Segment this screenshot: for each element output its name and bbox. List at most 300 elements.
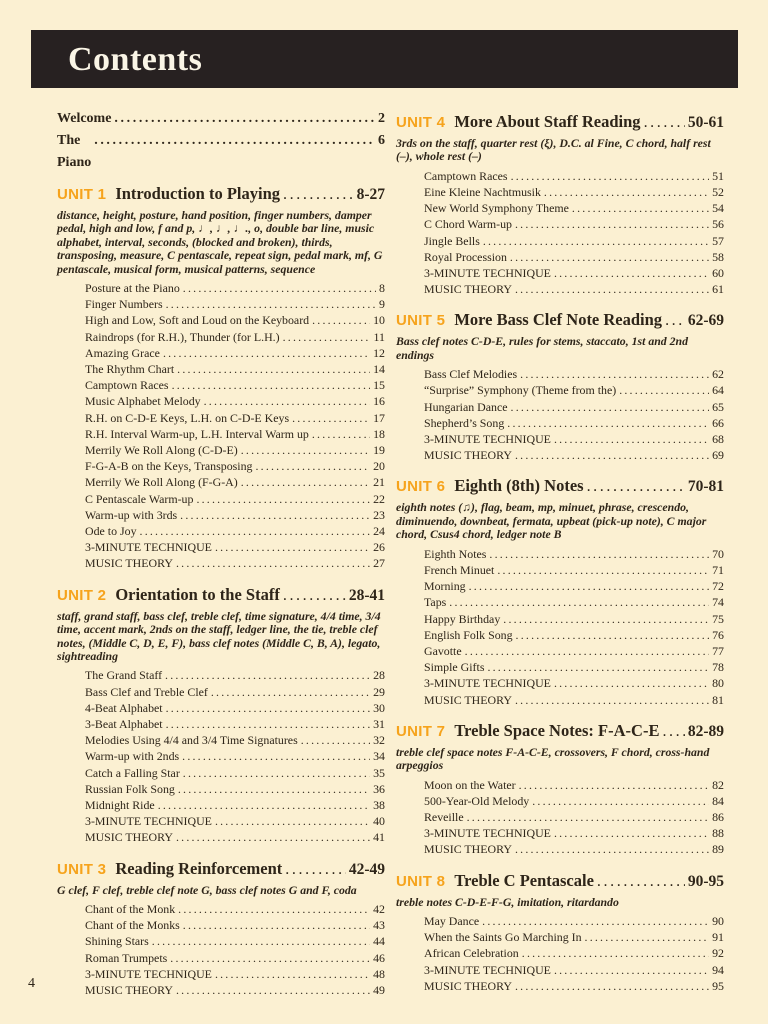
entry-title: Welcome xyxy=(57,111,112,126)
unit-description: distance, height, posture, hand position, finger numbers, damper pedal, high and low, f and p, ♩, ♩, ♩., o, double bar line, music alphabet, interval, seconds, (blocked and broken), thirds, transposing, measure, C pentascale, repeat sign, pedal mark, mf, G pentascale, musical form, musical patterns, sequence xyxy=(57,208,383,276)
dot-leader xyxy=(94,130,375,152)
dot-leader xyxy=(182,748,370,764)
item-title: MUSIC THEORY xyxy=(85,982,173,997)
toc-item-row xyxy=(57,329,385,345)
unit-heading xyxy=(57,583,385,608)
toc-item-row xyxy=(57,345,385,361)
item-title: Chant of the Monks xyxy=(85,918,180,933)
unit-page-range: 82-89 xyxy=(687,722,724,740)
item-title: 3-Beat Alphabet xyxy=(85,716,163,731)
item-title: French Minuet xyxy=(424,562,495,577)
item-page: 58 xyxy=(712,249,724,264)
item-title: Catch a Falling Star xyxy=(85,765,180,780)
item-page: 64 xyxy=(712,383,724,398)
dot-leader xyxy=(449,594,709,610)
item-title: Camptown Races xyxy=(85,378,169,393)
toc-item-row xyxy=(396,929,724,945)
dot-leader xyxy=(587,475,685,499)
dot-leader xyxy=(255,458,370,474)
toc-item-row xyxy=(396,184,724,200)
toc-item-row xyxy=(57,523,385,539)
toc-item-row xyxy=(396,578,724,594)
unit-label: UNIT 6 xyxy=(396,478,446,496)
dot-leader xyxy=(215,813,370,829)
unit-page-range: 8-27 xyxy=(356,186,385,203)
toc-item-row xyxy=(57,933,385,949)
item-page: 17 xyxy=(373,410,385,425)
dot-leader xyxy=(532,793,709,809)
item-page: 52 xyxy=(712,185,724,200)
item-title: Gavotte xyxy=(424,643,462,658)
dot-leader xyxy=(292,410,370,426)
dot-leader xyxy=(178,901,370,917)
unit-items xyxy=(396,546,724,708)
unit-title: Reading Reinforcement xyxy=(115,858,283,878)
item-page: 11 xyxy=(373,329,385,344)
item-title: Bass Clef Melodies xyxy=(424,367,518,382)
toc-item-row xyxy=(396,643,724,659)
unit-heading xyxy=(396,869,724,894)
item-page: 23 xyxy=(373,507,385,522)
dot-leader xyxy=(482,913,709,929)
unit-label: UNIT 1 xyxy=(57,186,107,203)
item-page: 35 xyxy=(373,765,385,780)
toc-item-row xyxy=(396,399,724,415)
item-page: 21 xyxy=(373,475,385,490)
item-page: 29 xyxy=(373,684,385,699)
entry-title: The Piano xyxy=(57,133,92,170)
item-title: English Folk Song xyxy=(424,627,513,642)
dot-leader xyxy=(176,555,370,571)
unit-items xyxy=(396,777,724,858)
item-title: Merrily We Roll Along (F-G-A) xyxy=(85,475,238,490)
item-title: Raindrops (for R.H.), Thunder (for L.H.) xyxy=(85,329,280,344)
item-page: 43 xyxy=(373,918,385,933)
item-page: 81 xyxy=(712,692,724,707)
item-page: 9 xyxy=(379,297,385,312)
dot-leader xyxy=(515,692,709,708)
unit-label: UNIT 3 xyxy=(57,860,107,878)
dot-leader xyxy=(572,200,709,216)
dot-leader xyxy=(196,491,370,507)
dot-leader xyxy=(503,611,709,627)
unit-description: eighth notes (♫), flag, beam, mp, minuet, phrase, crescendo, diminuendo, downbeat, fermata, upbeat (pick-up note), C major chord, Csus4 chord, ledger note B xyxy=(396,500,707,542)
item-title: Russian Folk Song xyxy=(85,781,175,796)
toc-item-row xyxy=(396,627,724,643)
item-title: New World Symphony Theme xyxy=(424,201,569,216)
item-page: 68 xyxy=(712,432,724,447)
toc-item-row xyxy=(396,382,724,398)
page-title: Contents xyxy=(68,41,203,78)
unit-title: Treble C Pentascale xyxy=(454,870,594,890)
item-title: Midnight Ride xyxy=(85,797,155,812)
item-title: Shining Stars xyxy=(85,934,149,949)
toc-item-row xyxy=(57,555,385,571)
item-page: 57 xyxy=(712,233,724,248)
dot-leader xyxy=(140,523,371,539)
toc-item-row xyxy=(396,265,724,281)
toc-item-row xyxy=(57,426,385,442)
unit-section xyxy=(57,182,385,572)
dot-leader xyxy=(507,415,709,431)
item-title: MUSIC THEORY xyxy=(424,448,512,463)
toc-item-row xyxy=(396,913,724,929)
item-page: 46 xyxy=(373,950,385,965)
dot-leader xyxy=(522,945,709,961)
toc-item-row xyxy=(396,216,724,232)
unit-label: UNIT 7 xyxy=(396,722,446,740)
dot-leader xyxy=(516,627,710,643)
item-page: 44 xyxy=(373,934,385,949)
toc-item-row xyxy=(396,233,724,249)
item-title: Warm-up with 3rds xyxy=(85,507,178,522)
item-page: 77 xyxy=(712,643,724,658)
item-page: 56 xyxy=(712,217,724,232)
unit-section xyxy=(396,308,724,463)
item-page: 12 xyxy=(373,345,385,360)
toc-item-row xyxy=(57,950,385,966)
dot-leader xyxy=(215,539,370,555)
item-page: 66 xyxy=(712,415,724,430)
dot-leader xyxy=(515,447,709,463)
item-page: 41 xyxy=(373,830,385,845)
item-page: 95 xyxy=(712,978,724,993)
item-page: 42 xyxy=(373,901,385,916)
dot-leader xyxy=(519,777,709,793)
unit-section xyxy=(396,719,724,858)
item-title: Shepherd’s Song xyxy=(424,415,505,430)
toc-item-row xyxy=(57,491,385,507)
unit-description: Bass clef notes C-D-E, rules for stems, staccato, 1st and 2nd endings xyxy=(396,334,688,362)
toc-item-row xyxy=(57,458,385,474)
item-page: 34 xyxy=(373,749,385,764)
dot-leader xyxy=(644,111,685,135)
item-title: May Dance xyxy=(424,913,480,928)
item-title: Jingle Bells xyxy=(424,233,480,248)
item-title: Finger Numbers xyxy=(85,297,163,312)
dot-leader xyxy=(283,584,346,608)
toc-item-row xyxy=(57,507,385,523)
item-page: 8 xyxy=(379,281,385,296)
toc-item-row xyxy=(57,748,385,764)
unit-description: treble clef space notes F-A-C-E, crossovers, F chord, cross-hand arpeggios xyxy=(396,744,710,773)
page-number: 4 xyxy=(28,976,35,991)
item-page: 86 xyxy=(712,809,724,824)
item-title: Camptown Races xyxy=(424,168,508,183)
dot-leader xyxy=(515,281,709,297)
item-title: Ode to Joy xyxy=(85,524,137,539)
unit-page-range: 70-81 xyxy=(687,478,724,496)
toc-item-row xyxy=(396,841,724,857)
toc-item-row xyxy=(57,732,385,748)
item-page: 28 xyxy=(373,668,385,683)
dot-leader xyxy=(176,982,370,998)
toc-item-row xyxy=(57,813,385,829)
item-page: 74 xyxy=(712,595,724,610)
item-title: Eine Kleine Nachtmusik xyxy=(424,185,541,200)
toc-item-row xyxy=(396,281,724,297)
toc-item-row xyxy=(396,200,724,216)
item-title: R.H. on C-D-E Keys, L.H. on C-D-E Keys xyxy=(85,410,290,425)
toc-item-row xyxy=(396,447,724,463)
item-page: 10 xyxy=(373,313,385,328)
item-title: Merrily We Roll Along (C-D-E) xyxy=(85,443,238,458)
item-title: Morning xyxy=(424,579,466,594)
toc-item-row xyxy=(396,594,724,610)
table-of-contents xyxy=(57,108,724,998)
unit-section xyxy=(396,869,724,994)
item-page: 78 xyxy=(712,660,724,675)
unit-label: UNIT 2 xyxy=(57,586,107,604)
item-page: 26 xyxy=(373,540,385,555)
item-title: Chant of the Monk xyxy=(85,901,176,916)
entry-page: 6 xyxy=(378,133,385,148)
item-title: Simple Gifts xyxy=(424,660,485,675)
toc-item-row xyxy=(57,296,385,312)
toc-item-row xyxy=(57,982,385,998)
toc-item-row xyxy=(396,659,724,675)
toc-item-row xyxy=(57,765,385,781)
dot-leader xyxy=(163,345,370,361)
dot-leader xyxy=(544,184,709,200)
dot-leader xyxy=(510,249,709,265)
item-page: 70 xyxy=(712,546,724,561)
item-title: Royal Procession xyxy=(424,249,507,264)
dot-leader xyxy=(283,329,371,345)
item-title: MUSIC THEORY xyxy=(424,842,512,857)
dot-leader xyxy=(520,366,709,382)
dot-leader xyxy=(176,829,370,845)
dot-leader xyxy=(211,684,370,700)
item-page: 20 xyxy=(373,459,385,474)
dot-leader xyxy=(178,781,370,797)
item-page: 62 xyxy=(712,367,724,382)
dot-leader xyxy=(554,962,709,978)
item-page: 80 xyxy=(712,676,724,691)
item-page: 84 xyxy=(712,793,724,808)
item-title: 3-MINUTE TECHNIQUE xyxy=(424,266,551,281)
item-page: 72 xyxy=(712,579,724,594)
front-matter-row xyxy=(57,108,385,130)
dot-leader xyxy=(301,732,370,748)
item-title: C Pentascale Warm-up xyxy=(85,491,194,506)
toc-item-row xyxy=(57,901,385,917)
dot-leader xyxy=(554,825,709,841)
dot-leader xyxy=(585,929,710,945)
dot-leader xyxy=(283,183,354,207)
item-title: MUSIC THEORY xyxy=(424,978,512,993)
unit-title: Orientation to the Staff xyxy=(115,584,280,604)
item-page: 65 xyxy=(712,399,724,414)
right-column xyxy=(396,108,724,998)
dot-leader xyxy=(511,168,710,184)
toc-item-row xyxy=(396,249,724,265)
toc-item-row xyxy=(57,312,385,328)
dot-leader xyxy=(662,720,684,744)
dot-leader xyxy=(158,797,370,813)
item-page: 49 xyxy=(373,982,385,997)
item-page: 91 xyxy=(712,930,724,945)
unit-heading xyxy=(396,719,724,744)
item-page: 16 xyxy=(373,394,385,409)
toc-item-row xyxy=(57,829,385,845)
unit-title: Eighth (8th) Notes xyxy=(454,476,584,496)
unit-title: More Bass Clef Note Reading xyxy=(454,310,663,330)
dot-leader xyxy=(215,966,370,982)
toc-item-row xyxy=(57,781,385,797)
item-page: 14 xyxy=(373,362,385,377)
dot-leader xyxy=(554,431,709,447)
item-page: 48 xyxy=(373,966,385,981)
dot-leader xyxy=(312,426,370,442)
item-title: Roman Trumpets xyxy=(85,950,168,965)
dot-leader xyxy=(467,809,709,825)
toc-item-row xyxy=(57,684,385,700)
toc-item-row xyxy=(57,410,385,426)
item-title: The Rhythm Chart xyxy=(85,362,175,377)
item-page: 24 xyxy=(373,524,385,539)
unit-page-range: 42-49 xyxy=(348,860,385,878)
item-title: Taps xyxy=(424,595,447,610)
toc-item-row xyxy=(396,962,724,978)
unit-title: Introduction to Playing xyxy=(115,184,281,203)
item-page: 94 xyxy=(712,962,724,977)
dot-leader xyxy=(515,841,709,857)
item-page: 69 xyxy=(712,448,724,463)
dot-leader xyxy=(183,917,370,933)
toc-item-row xyxy=(57,667,385,683)
item-page: 89 xyxy=(712,842,724,857)
item-page: 27 xyxy=(373,556,385,571)
item-title: 3-MINUTE TECHNIQUE xyxy=(424,826,551,841)
item-title: Posture at the Piano xyxy=(85,281,180,296)
item-title: Eighth Notes xyxy=(424,546,487,561)
item-page: 22 xyxy=(373,491,385,506)
unit-section xyxy=(396,110,724,297)
item-page: 32 xyxy=(373,733,385,748)
item-page: 76 xyxy=(712,627,724,642)
toc-item-row xyxy=(396,366,724,382)
item-page: 31 xyxy=(373,716,385,731)
dot-leader xyxy=(170,950,370,966)
toc-item-row xyxy=(396,692,724,708)
item-page: 15 xyxy=(373,378,385,393)
dot-leader xyxy=(515,978,709,994)
unit-items xyxy=(57,667,385,845)
entry-page: 2 xyxy=(378,111,385,126)
toc-item-row xyxy=(396,945,724,961)
item-title: 4-Beat Alphabet xyxy=(85,700,163,715)
item-title: Amazing Grace xyxy=(85,345,160,360)
unit-label: UNIT 4 xyxy=(396,114,446,131)
item-page: 90 xyxy=(712,913,724,928)
dot-leader xyxy=(469,578,709,594)
toc-item-row xyxy=(396,809,724,825)
toc-item-row xyxy=(57,361,385,377)
unit-heading xyxy=(396,474,724,499)
item-title: Warm-up with 2nds xyxy=(85,749,180,764)
toc-item-row xyxy=(57,797,385,813)
item-title: The Grand Staff xyxy=(85,668,163,683)
item-title: Bass Clef and Treble Clef xyxy=(85,684,208,699)
dot-leader xyxy=(166,700,371,716)
item-page: 60 xyxy=(712,266,724,281)
dot-leader xyxy=(241,474,370,490)
item-title: 3-MINUTE TECHNIQUE xyxy=(424,676,551,691)
toc-item-row xyxy=(57,700,385,716)
page-header-bar xyxy=(31,30,738,88)
dot-leader xyxy=(241,442,370,458)
item-title: Moon on the Water xyxy=(424,777,516,792)
item-title: F-G-A-B on the Keys, Transposing xyxy=(85,459,253,474)
item-title: R.H. Interval Warm-up, L.H. Interval Warm up xyxy=(85,426,309,441)
toc-item-row xyxy=(396,978,724,994)
dot-leader xyxy=(511,399,710,415)
dot-leader xyxy=(489,546,709,562)
unit-description: G clef, F clef, treble clef note G, bass clef notes G and F, coda xyxy=(57,882,357,897)
item-title: African Celebration xyxy=(424,946,519,961)
dot-leader xyxy=(554,265,709,281)
item-title: “Surprise” Symphony (Theme from the) xyxy=(424,383,617,398)
item-page: 30 xyxy=(373,700,385,715)
dot-leader xyxy=(165,667,370,683)
item-page: 61 xyxy=(712,282,724,297)
dot-leader xyxy=(483,233,709,249)
toc-item-row xyxy=(57,474,385,490)
item-title: MUSIC THEORY xyxy=(85,556,173,571)
item-title: 3-MINUTE TECHNIQUE xyxy=(424,432,551,447)
unit-label: UNIT 8 xyxy=(396,872,446,890)
item-page: 92 xyxy=(712,946,724,961)
item-page: 36 xyxy=(373,781,385,796)
unit-section xyxy=(57,583,385,846)
item-title: Reveille xyxy=(424,809,464,824)
unit-description: staff, grand staff, bass clef, treble clef, time signature, 4/4 time, 3/4 time, accent mark, 2nds on the staff, ledger line, the tie, treble clef notes, (Middle C, D, E, F), bass clef notes (Middle C, B, A), legato, sightreading xyxy=(57,608,381,663)
item-title: C Chord Warm-up xyxy=(424,217,512,232)
dot-leader xyxy=(285,858,346,882)
item-title: Hungarian Dance xyxy=(424,399,508,414)
dot-leader xyxy=(312,312,370,328)
item-title: Happy Birthday xyxy=(424,611,501,626)
toc-item-row xyxy=(57,442,385,458)
toc-item-row xyxy=(57,377,385,393)
unit-items xyxy=(57,901,385,998)
front-matter-row xyxy=(57,130,385,174)
toc-item-row xyxy=(396,793,724,809)
dot-leader xyxy=(183,280,376,296)
toc-item-row xyxy=(396,825,724,841)
dot-leader xyxy=(465,643,709,659)
item-page: 38 xyxy=(373,797,385,812)
unit-heading xyxy=(57,182,385,207)
dot-leader xyxy=(166,296,376,312)
item-page: 51 xyxy=(712,168,724,183)
item-title: 3-MINUTE TECHNIQUE xyxy=(85,814,212,829)
unit-heading xyxy=(57,857,385,882)
unit-title: Treble Space Notes: F-A-C-E xyxy=(454,720,660,740)
dot-leader xyxy=(114,108,375,130)
toc-item-row xyxy=(57,539,385,555)
unit-page-range: 28-41 xyxy=(348,586,385,604)
toc-item-row xyxy=(396,675,724,691)
dot-leader xyxy=(497,562,709,578)
toc-item-row xyxy=(396,431,724,447)
item-title: 3-MINUTE TECHNIQUE xyxy=(85,966,212,981)
toc-item-row xyxy=(57,917,385,933)
unit-description: treble notes C-D-E-F-G, imitation, ritardando xyxy=(396,894,619,909)
unit-items xyxy=(396,366,724,463)
item-title: 500-Year-Old Melody xyxy=(424,793,530,808)
